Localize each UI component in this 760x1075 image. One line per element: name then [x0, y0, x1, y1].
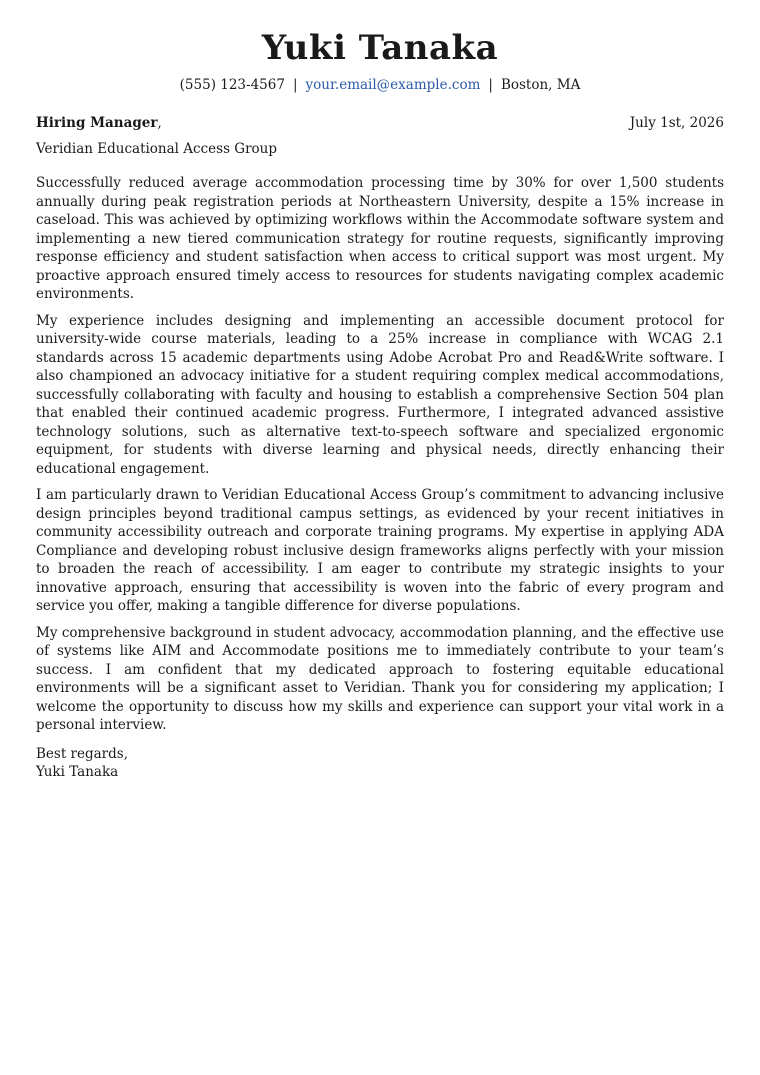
- recipient-company: Veridian Educational Access Group: [36, 141, 277, 157]
- signature: Yuki Tanaka: [36, 764, 119, 780]
- recipient-date-row: [36, 114, 724, 132]
- closing-block: [36, 745, 724, 782]
- phone-number: (555) 123-4567: [179, 77, 285, 93]
- letter-body: [36, 174, 724, 735]
- email-link[interactable]: your.email@example.com: [305, 77, 481, 93]
- location: Boston, MA: [500, 77, 581, 93]
- recipient-comma: ,: [157, 115, 162, 131]
- recipient-line: [36, 114, 162, 132]
- applicant-name: Yuki Tanaka: [261, 28, 499, 68]
- body-paragraph: Successfully reduced average accommodation processing time by 30% for over 1,500 students annually during peak registration periods at Northeastern University, despite a 15% increase in caseload. This was achieved by optimizing workflows within the Accommodate software system and implementing a new tiered communication strategy for routine requests, significantly improving response efficiency and student satisfaction when access to critical support was most urgent. My proactive approach ensured timely access to resources for students navigating complex academic environments.: [36, 175, 724, 302]
- body-paragraph: My experience includes designing and implementing an accessible document protocol for university-wide course materials, leading to a 25% increase in compliance with WCAG 2.1 standards across 15 academic departments using Adobe Acrobat Pro and Read&Write software. I also championed an advocacy initiative for a student requiring complex medical accommodations, successfully collaborating with faculty and housing to establish a comprehensive Section 504 plan that enabled their continued academic progress. Furthermore, I integrated advanced assistive technology solutions, such as alternative text-to-speech software and specialized ergonomic equipment, for students with diverse learning and physical needs, directly enhancing their educational engagement.: [36, 312, 724, 477]
- body-paragraph: I am particularly drawn to Veridian Educational Access Group’s commitment to advancing inclusive design principles beyond traditional campus settings, as evidenced by your recent initiatives in community accessibility outreach and corporate training programs. My expertise in applying ADA Compliance and developing robust inclusive design frameworks aligns perfectly with your mission to broaden the reach of accessibility. I am eager to contribute my strategic insights to your innovative approach, ensuring that accessibility is woven into the fabric of every program and service you offer, making a tangible difference for diverse populations.: [36, 487, 724, 614]
- body-paragraph: My comprehensive background in student advocacy, accommodation planning, and the effective use of systems like AIM and Accommodate positions me to immediately contribute to your team’s success. I am confident that my dedicated approach to fostering equitable educational environments will be a significant asset to Veridian. Thank you for considering my application; I welcome the opportunity to discuss how my skills and experience can support your vital work in a personal interview.: [36, 624, 724, 733]
- recipient-title: Hiring Manager: [36, 115, 158, 131]
- letter-date: July 1st, 2026: [629, 115, 724, 131]
- separator: |: [488, 77, 493, 93]
- separator: |: [292, 77, 298, 93]
- closing-salutation: Best regards,: [36, 745, 129, 762]
- contact-line: [36, 76, 724, 94]
